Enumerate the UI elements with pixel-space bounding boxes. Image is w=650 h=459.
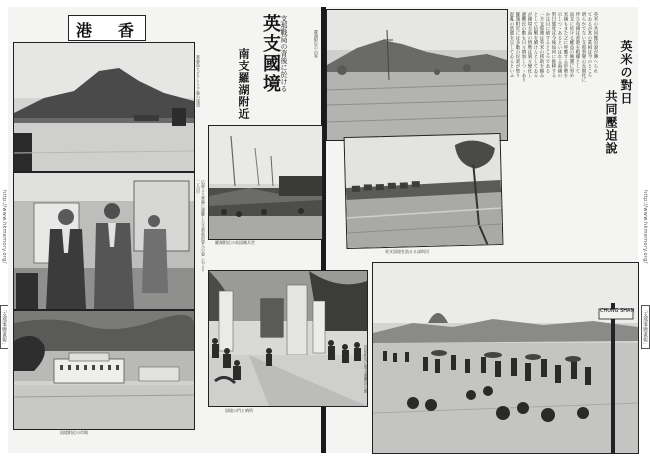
article-title-main: 英米の對日: [619, 40, 633, 105]
photo-gate: [208, 270, 368, 407]
article-col: 伴ひ英國は香港を根據として: [575, 12, 580, 74]
headline-title: 英支國境: [260, 14, 281, 94]
left-watermark-url: http://www.hkmemory.org/: [1, 190, 7, 264]
caption-hills: 羅湖附近の山容: [314, 30, 319, 58]
article-col: 英米の共同壓迫說が傳へられ: [593, 12, 598, 74]
caption-market: 国境附近の市場: [60, 430, 88, 435]
photo-river: [344, 133, 504, 249]
caption-compound: 羅湖附近の英国側兵営: [215, 240, 255, 245]
article-col: 米國もまた之に呼應する形勢を: [563, 12, 568, 78]
headline-subtitle: 南支羅湖附近: [237, 48, 250, 120]
article-col: が國境方面の情勢は刻々變化し: [527, 12, 532, 78]
caption-harbour: 香港島とビクトリア港の遠望: [196, 55, 201, 107]
article-col: として抗戰を續けんとしてゐる: [533, 12, 538, 78]
article-col: 避難民の數も日々増加しつゝあり: [521, 12, 526, 83]
article-col: 對日態度は今後如何に推移する: [551, 12, 556, 78]
photo-compound: [13, 310, 195, 430]
article-col: 南支に於ける權益の擁護に努め: [569, 12, 574, 78]
article-col: 一方支那側は英米の援助を頼み: [539, 12, 544, 78]
caption-crowd: 国境附近に集る避難民の群: [364, 345, 369, 393]
caption-river: 英支国境を流るる深圳河: [385, 249, 429, 254]
caption-gate: 国境の門と哨所: [225, 408, 253, 413]
right-watermark-url: http://www.hkmemory.org/: [642, 190, 648, 264]
photo-hills: [326, 9, 508, 141]
photo-men: [13, 172, 195, 310]
article-col: か注目に値するところである: [545, 12, 550, 74]
sign-text: CHUNG SHAN: [600, 308, 634, 314]
article-col: 示しつゝあるといはれる兩國の: [557, 12, 562, 78]
section-label-char-2: 港: [76, 21, 93, 40]
photo-harbour: [13, 42, 195, 172]
photo-market: [208, 125, 323, 240]
right-watermark-label: 「支那事變畫報」: [642, 307, 648, 347]
photo-crowd: [372, 262, 639, 454]
article-title-rest: 共同壓迫說: [604, 90, 618, 155]
article-col: 混亂の狀態を呈してゐるといふ: [509, 12, 514, 78]
section-label-char-1: 香: [118, 21, 135, 40]
article-col: 明らかでない支那事變の長期化に: [581, 12, 586, 83]
article-col: 羅湖附近には多數の民衆が集り: [515, 12, 520, 78]
left-watermark-label: 「支那事變畫報」: [1, 307, 7, 347]
article-text: [508, 12, 598, 262]
headline-overline: 支那戰局の背後に於ける: [280, 15, 288, 92]
article-col: てゐるが其の眞相は今のところ: [587, 12, 592, 78]
caption-men: 広東より香港に避難した支那政府要人の姿（右より二人目）: [196, 180, 206, 272]
